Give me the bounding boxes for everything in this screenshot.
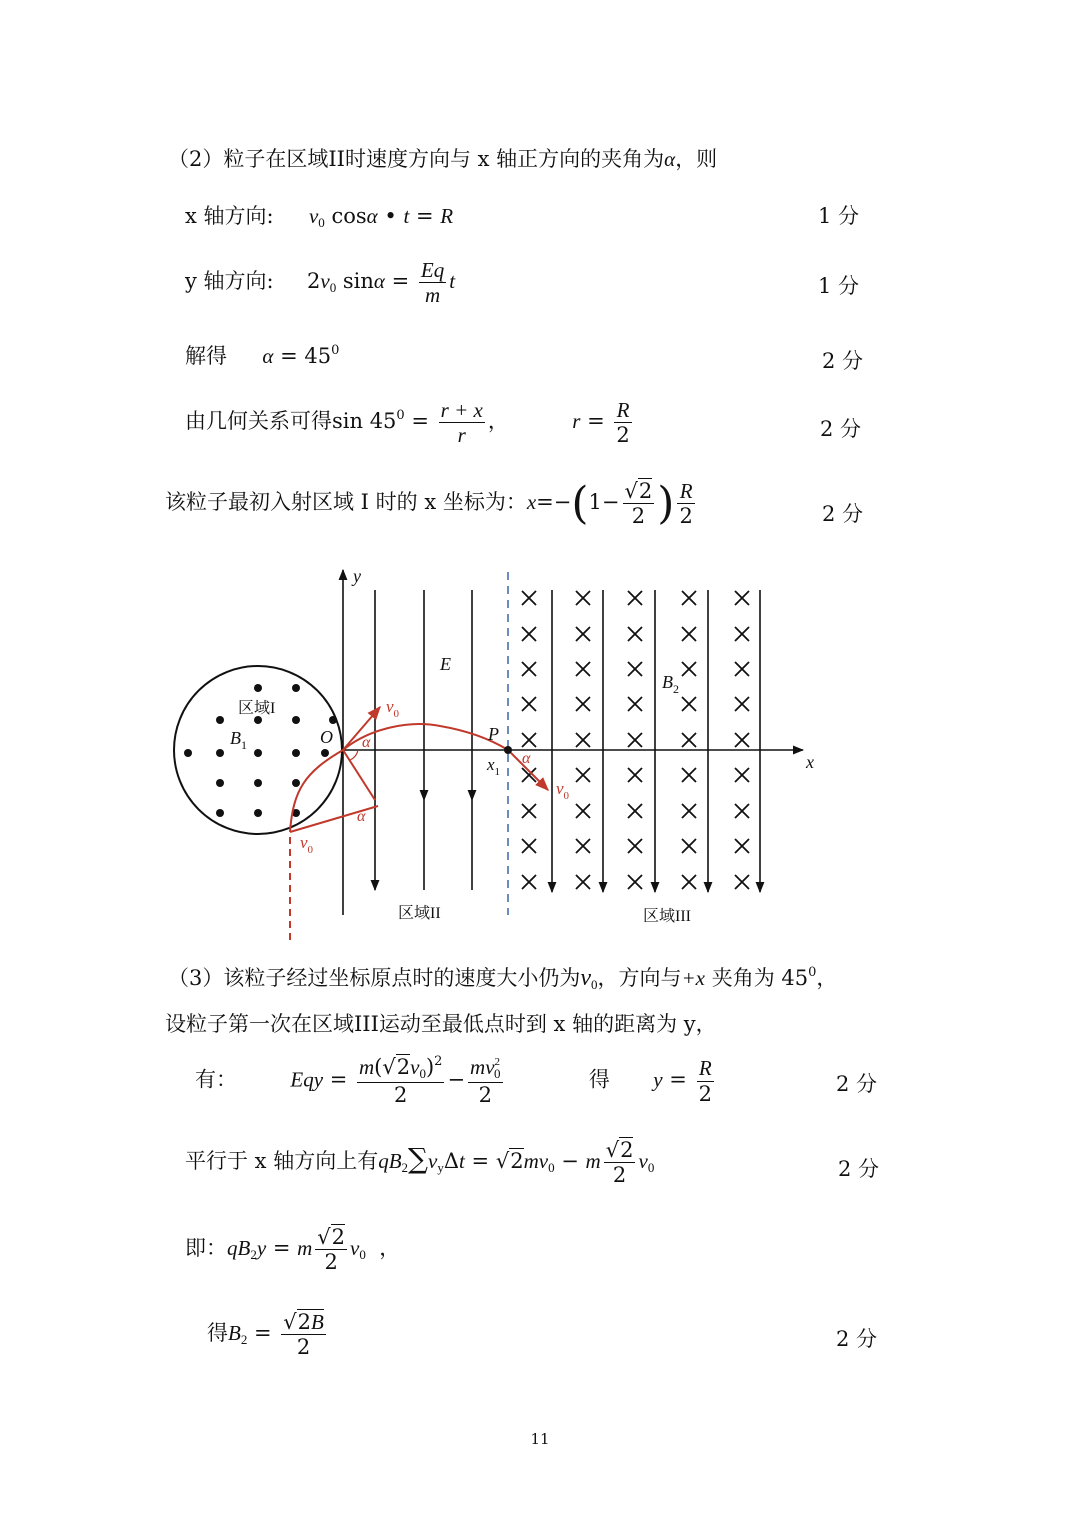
x-axis-label: x (806, 752, 814, 772)
cross-mark (522, 697, 536, 711)
cross-mark (576, 591, 590, 605)
cross-mark (682, 804, 696, 818)
cross-mark (735, 839, 749, 853)
y-axis-label: y (353, 566, 361, 586)
origin-label: O (320, 727, 333, 747)
cross-mark (576, 804, 590, 818)
cross-mark (576, 697, 590, 711)
cross-mark (628, 768, 642, 782)
cross-mark (628, 662, 642, 676)
cross-mark (628, 733, 642, 747)
cross-mark (735, 768, 749, 782)
cross-mark (522, 875, 536, 889)
efield-lines-region2 (375, 590, 472, 890)
solve-alpha: 解得 $\alpha = 45^0$ (185, 343, 340, 368)
score: 2 分 (822, 502, 864, 526)
region2-label: 区域II (398, 905, 441, 922)
score: 1 分 (818, 274, 860, 298)
cross-mark (628, 839, 642, 853)
simplified-equation: 即：$qB_2y = m$ $\frac{√2}{2}$ $v_0$ ， (185, 1225, 401, 1275)
cross-mark (682, 839, 696, 853)
v0-label-bottom: $v_0$ (300, 833, 314, 856)
cross-mark (628, 804, 642, 818)
cross-mark (576, 839, 590, 853)
cross-mark (628, 627, 642, 641)
x-direction-equation: x 轴方向: $v_0$ cosα • t = R (185, 204, 454, 230)
region3-label: 区域III (643, 908, 691, 925)
momentum-equation: 平行于 x 轴方向上有$qB_2\sum v_y\Delta t = √2mv_0 - m$ $\frac{√2}{2}$ $v_0$ (185, 1138, 655, 1188)
score: 2 分 (836, 1327, 878, 1351)
score: 2 分 (838, 1157, 880, 1181)
score: 1 分 (818, 204, 860, 228)
B1-label: $B_1$ (230, 728, 247, 752)
cross-mark (628, 875, 642, 889)
b2-field-crosses (522, 591, 749, 889)
cross-mark (522, 804, 536, 818)
B2-label: $B_2$ (662, 672, 679, 696)
score: 2 分 (822, 349, 864, 373)
cross-mark (735, 875, 749, 889)
cross-mark (735, 662, 749, 676)
cross-mark (735, 804, 749, 818)
cross-mark (522, 627, 536, 641)
cross-mark (576, 733, 590, 747)
cross-mark (522, 839, 536, 853)
P-label: P (488, 724, 499, 744)
score: 2 分 (836, 1072, 878, 1096)
cross-mark (522, 662, 536, 676)
initial-x-coordinate: 该粒子最初入射区域 I 时的 x 坐标为：x=−(1− $\frac{√2}{2}$ ) $\frac{R}{2}$ (165, 478, 693, 529)
geometry-relation: 由几何关系可得$\sin 45^0$ = $\frac{r + x}{r}$ ， r = $\frac{R}{2}$ (185, 398, 630, 448)
alpha-label-P: α (522, 750, 531, 767)
part3-intro-1: （3）该粒子经过坐标原点时的速度大小仍为$v_0$，方向与+x 夹角为 $45^0$， (168, 965, 838, 992)
page-number: 11 (530, 1430, 550, 1448)
part3-intro-2: 设粒子第一次在区域III运动至最低点时到 x 轴的距离为 y， (165, 1012, 717, 1036)
x1-label: $x_1$ (487, 755, 501, 778)
cross-mark (682, 733, 696, 747)
cross-mark (628, 697, 642, 711)
E-label: E (440, 654, 451, 674)
y-direction-equation: y 轴方向: $2v_0$ sinα = $\frac{Eq}{m}$ t (185, 258, 456, 308)
cross-mark (735, 591, 749, 605)
cross-mark (735, 697, 749, 711)
v0-label-right: $v_0$ (556, 779, 570, 802)
cross-mark (576, 627, 590, 641)
cross-mark (682, 591, 696, 605)
cross-mark (682, 875, 696, 889)
cross-mark (735, 627, 749, 641)
cross-mark (682, 662, 696, 676)
alpha-label-origin: α (362, 734, 371, 751)
part2-intro: （2）粒子在区域II时速度方向与 x 轴正方向的夹角为α，则 (168, 147, 718, 171)
cross-mark (735, 733, 749, 747)
v0-label-top: $v_0$ (386, 697, 400, 720)
cross-mark (522, 733, 536, 747)
cross-mark (682, 697, 696, 711)
energy-equation: 有： Eqy = $\frac{m(√2v_0)^2}{2}$ − $\frac{mv^2_0}{2}$ 得 y = $\frac{R}{2}$ (195, 1054, 712, 1107)
score: 2 分 (820, 417, 862, 441)
cross-mark (576, 875, 590, 889)
region1-label: 区域I (238, 700, 276, 717)
cross-mark (628, 591, 642, 605)
field-diagram (0, 560, 1080, 950)
cross-mark (576, 662, 590, 676)
b2-result: 得$B_2$ = $\frac{√2B}{2}$ (207, 1310, 324, 1360)
point-P (504, 746, 512, 754)
cross-mark (682, 768, 696, 782)
cross-mark (522, 591, 536, 605)
alpha-symbol: α (664, 147, 676, 171)
cross-mark (576, 768, 590, 782)
alpha-label-triangle: α (357, 808, 366, 825)
cross-mark (682, 627, 696, 641)
